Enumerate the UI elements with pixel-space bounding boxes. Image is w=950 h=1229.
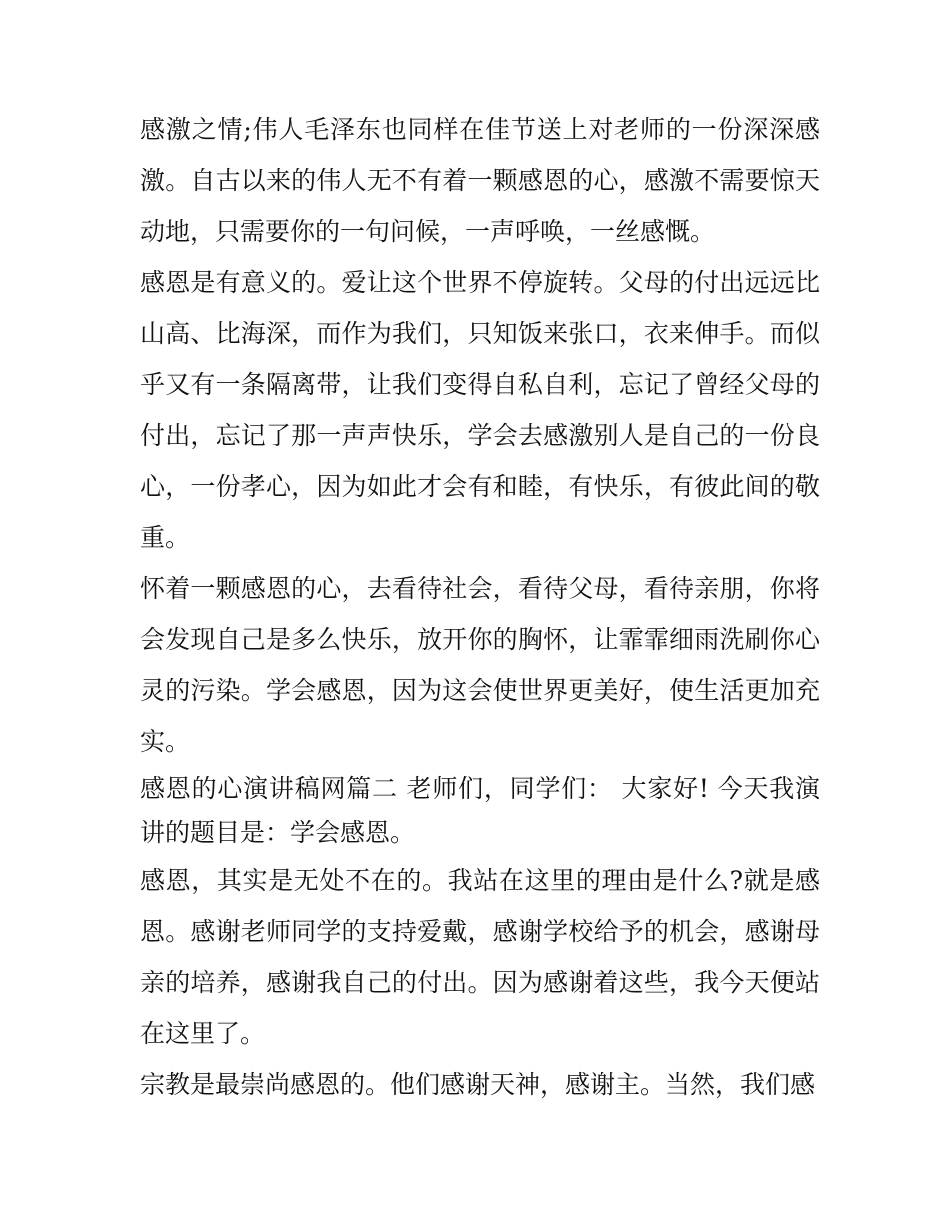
paragraph-2: 感恩是有意义的。爱让这个世界不停旋转。父母的付出远远比山高、比海深，而作为我们，只知饭来张口，衣来伸手。而似乎又有一条隔离带，让我们变得自私自利，忘记了曾经父母的付出，忘记了那一声声快乐，学会去感激别人是自己的一份良心，一份孝心，因为如此才会有和睦，有快乐，有彼此间的敬重。 [140, 268, 820, 552]
paragraph-6: 宗教是最崇尚感恩的。他们感谢天神，感谢主。当然，我们感 [140, 1070, 816, 1099]
paragraph-5: 感恩，其实是无处不在的。我站在这里的理由是什么?就是感恩。感谢老师同学的支持爱戴，感谢学校给予的机会，感谢母亲的培养，感谢我自己的付出。因为感谢着这些，我今天便站在这里了。 [140, 866, 820, 1048]
paragraph-1: 感激之情;伟人毛泽东也同样在佳节送上对老师的一份深深感激。自古以来的伟人无不有着一颗感恩的心，感激不需要惊天动地，只需要你的一句问候，一声呼唤，一丝感慨。 [140, 115, 820, 246]
document-body [140, 104, 820, 1110]
paragraph-3: 怀着一颗感恩的心，去看待社会，看待父母，看待亲朋，你将会发现自己是多么快乐，放开你的胸怀，让霏霏细雨洗刷你心灵的污染。学会感恩，因为这会使世界更美好，使生活更加充实。 [140, 574, 820, 756]
paragraph-4: 感恩的心演讲稿网篇二 老师们，同学们： 大家好! 今天我演讲的题目是：学会感恩。 [140, 774, 820, 847]
